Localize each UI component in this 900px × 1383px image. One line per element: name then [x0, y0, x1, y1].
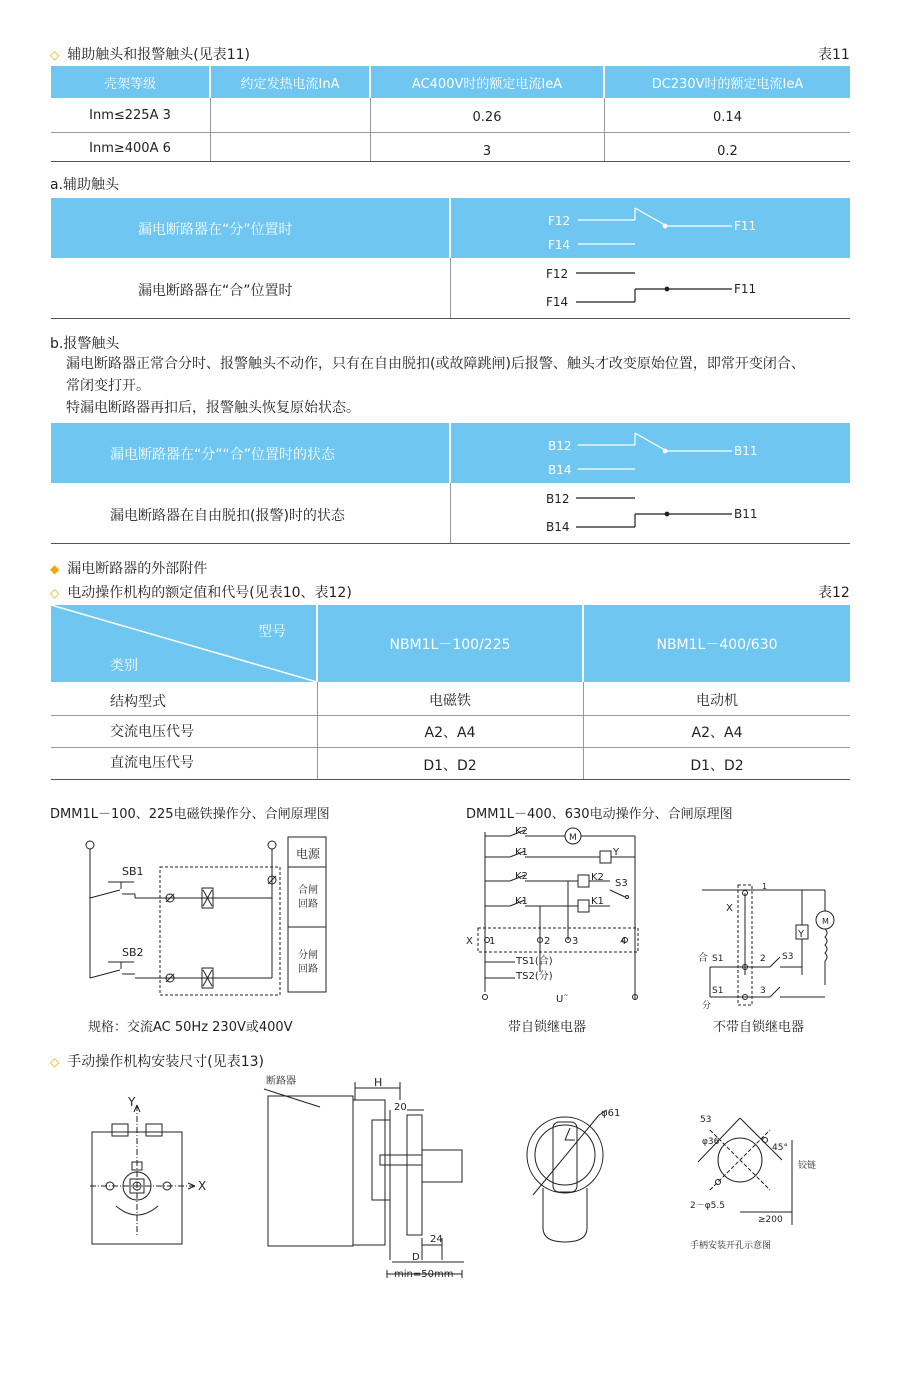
- alarm-row-1-label: 漏电断路器在“分”“合”位置时的状态: [110, 447, 336, 463]
- terminal-label: F11: [734, 282, 757, 296]
- table-cell: 3: [482, 143, 492, 159]
- terminal-label: F14: [548, 238, 571, 252]
- table11-header-cell: DC230V时的额定电流IeA: [651, 76, 804, 92]
- y-label: Y: [798, 929, 805, 940]
- alarm-description: [66, 353, 866, 419]
- aux-contact-symbols: [540, 205, 780, 315]
- terminal-label: B14: [548, 463, 572, 477]
- front-view-drawing: [80, 1090, 220, 1260]
- terminal-label: F14: [546, 295, 569, 309]
- sb1-label: SB1: [122, 865, 144, 878]
- motor-label: M: [569, 833, 577, 843]
- table-cell: D1、D2: [690, 758, 744, 774]
- y-label: Y: [613, 847, 620, 858]
- k2-label: K2: [515, 871, 528, 882]
- hole-caption: 手柄安装开孔示意图: [690, 1241, 772, 1251]
- ts1-label: TS1(合): [516, 956, 553, 967]
- table-cell: 0.2: [717, 143, 738, 159]
- paragraph-line: 漏电断路器正常合分时、报警触头不动作，只有在自由脱扣(或故障跳闸)后报警、触头才改变原始位置，即常开变闭合、: [66, 356, 805, 372]
- x-label: X: [466, 936, 473, 947]
- dim-phi61: φ61: [601, 1108, 621, 1119]
- section-aux-title: ◇ 辅助触头和报警触头(见表11): [50, 47, 250, 63]
- hinge-label: 铰链: [798, 1161, 817, 1171]
- table-cell: A2、A4: [424, 725, 476, 741]
- ts2-label: TS2(分): [516, 971, 553, 982]
- k2-label: K2: [515, 826, 528, 837]
- section-motor-title: ◇ 电动操作机构的额定值和代号(见表10、表12): [50, 585, 352, 601]
- dim-d: D: [412, 1252, 420, 1263]
- diamond-outline-icon: ◇: [50, 48, 60, 62]
- terminal-number: 4: [620, 936, 627, 947]
- motor-circuit-latching-diagram: [460, 822, 660, 1012]
- terminal-label: B12: [546, 492, 570, 506]
- diagram-right-title: DMM1L－400、630电动操作分、合闸原理图: [466, 807, 733, 822]
- terminal-number: 3: [760, 986, 766, 996]
- diamond-outline-icon: ◇: [50, 586, 60, 600]
- dim-53: 53: [700, 1115, 712, 1125]
- terminal-number: 2: [544, 936, 551, 947]
- k1-label: K1: [515, 847, 528, 858]
- box-close-label: 合闸: [298, 885, 318, 896]
- corner-bottom-label: 类别: [110, 658, 138, 674]
- table11-header-cell: 壳架等级: [103, 76, 156, 92]
- alarm-contact-symbols: [540, 430, 780, 540]
- section-manual-title: ◇ 手动操作机构安装尺寸(见表13): [50, 1054, 264, 1070]
- voltage-label: U˜: [556, 994, 569, 1005]
- spec-caption: 规格：交流AC 50Hz 230V或400V: [88, 1020, 293, 1035]
- y-axis-label: Y: [128, 1095, 136, 1109]
- alarm-row-2-label: 漏电断路器在自由脱扣(报警)时的状态: [110, 508, 345, 524]
- table-cell: [211, 100, 369, 130]
- corner-top-label: 型号: [258, 624, 286, 640]
- terminal-label: B14: [546, 520, 570, 534]
- dim-20: 20: [394, 1102, 407, 1113]
- table12-row-label: 直流电压代号: [110, 755, 194, 771]
- fen-label: 分: [702, 1001, 712, 1011]
- table11-label: 表11: [818, 47, 850, 63]
- terminal-label: B11: [734, 507, 758, 521]
- paragraph-line: 常闭变打开。: [66, 378, 150, 394]
- table12-col2: NBM1L－400/630: [656, 636, 778, 653]
- section-ext-title: ◆ 漏电断路器的外部附件: [50, 561, 208, 577]
- motor-label: M: [822, 917, 829, 926]
- dim-h: H: [374, 1076, 383, 1089]
- table-cell: 电磁铁: [429, 693, 471, 709]
- breaker-label: 断路器: [266, 1076, 296, 1087]
- solenoid-circuit-diagram: [60, 830, 340, 1010]
- caption-latching: 带自锁继电器: [508, 1020, 587, 1035]
- caption-nonlatching: 不带自锁继电器: [713, 1020, 805, 1035]
- table-cell: [211, 133, 369, 163]
- x-label: X: [726, 903, 733, 914]
- box-open-label: 回路: [298, 964, 318, 975]
- terminal-label: F12: [548, 214, 571, 228]
- terminal-number: 1: [489, 936, 496, 947]
- table11-header-cell: AC400V时的额定电流IeA: [411, 76, 563, 92]
- dim-45: 45°: [772, 1143, 788, 1153]
- terminal-number: 3: [572, 936, 579, 947]
- table-cell: D1、D2: [423, 758, 477, 774]
- s3-label: S3: [782, 952, 794, 962]
- dim-holes: 2－φ5.5: [690, 1201, 725, 1211]
- k1-label: K1: [591, 896, 604, 907]
- s3-label: S3: [615, 878, 628, 889]
- terminal-number: 2: [760, 954, 766, 964]
- dim-min: min=50mm: [394, 1269, 454, 1280]
- terminal-label: B12: [548, 439, 572, 453]
- table-cell: 电动机: [696, 693, 738, 709]
- table-cell: Inm≥400A 6: [89, 140, 171, 156]
- dim-24: 24: [430, 1234, 443, 1245]
- sb2-label: SB2: [122, 946, 144, 959]
- sub-heading-b: b.报警触头: [50, 336, 120, 352]
- table12-label: 表12: [818, 585, 850, 601]
- aux-row-1-label: 漏电断路器在“分”位置时: [138, 222, 293, 238]
- table-cell: 0.26: [472, 109, 502, 125]
- terminal-number: 1: [762, 882, 768, 891]
- box-close-label: 回路: [298, 899, 318, 910]
- diamond-filled-icon: ◆: [50, 562, 60, 576]
- table12-col1: NBM1L－100/225: [389, 636, 511, 653]
- diagram-left-title: DMM1L－100、225电磁铁操作分、合闸原理图: [50, 807, 330, 822]
- x-axis-label: X: [198, 1179, 207, 1193]
- terminal-label: F12: [546, 267, 569, 281]
- table11-header-cell: 约定发热电流InA: [240, 76, 340, 92]
- sub-heading-a: a.辅助触头: [50, 177, 120, 193]
- table-cell: 0.14: [713, 109, 742, 125]
- terminal-label: F11: [734, 219, 757, 233]
- dim-200: ≥200: [758, 1215, 783, 1225]
- table12-row-label: 交流电压代号: [110, 724, 194, 740]
- corner-diagonal: [51, 605, 317, 682]
- diamond-outline-icon: ◇: [50, 1055, 60, 1069]
- box-power-label: 电源: [296, 847, 321, 861]
- dim-phi36: φ36: [702, 1137, 720, 1147]
- paragraph-line: 特漏电断路器再扣后，报警触头恢复原始状态。: [66, 400, 360, 416]
- motor-circuit-nonlatching-diagram: [690, 875, 840, 1015]
- table-cell: Inm≤225A 3: [89, 107, 171, 123]
- table12-row-label: 结构型式: [110, 694, 166, 710]
- side-view-drawing: [262, 1070, 482, 1285]
- s1-label: S1: [712, 954, 724, 964]
- k1-label: K1: [515, 896, 528, 907]
- table-cell: A2、A4: [691, 725, 743, 741]
- aux-row-2-label: 漏电断路器在“合”位置时: [138, 283, 293, 299]
- box-open-label: 分闸: [298, 950, 318, 961]
- s1-label: S1: [712, 986, 724, 996]
- handle-drawing: [515, 1100, 635, 1260]
- hole-drawing: [680, 1100, 830, 1260]
- terminal-label: B11: [734, 444, 758, 458]
- he-label: 合: [698, 953, 708, 964]
- k2-label: K2: [591, 872, 604, 883]
